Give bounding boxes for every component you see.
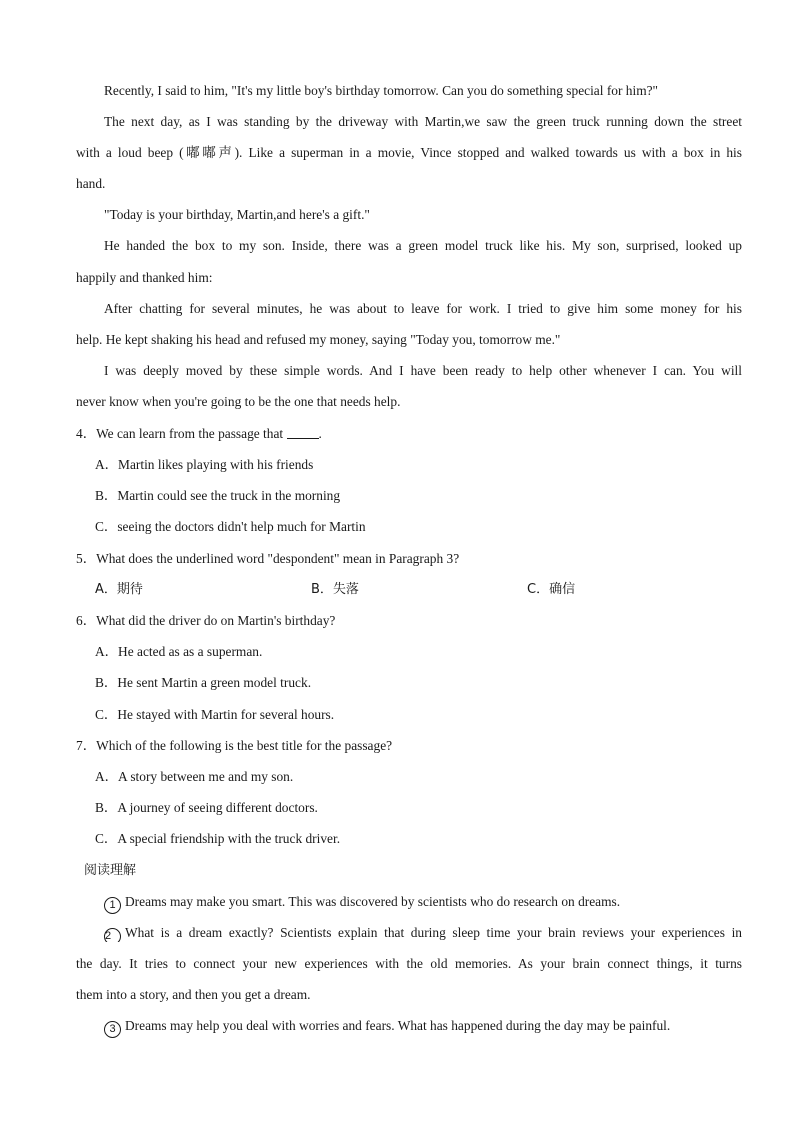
question-4-text: 4．We can learn from the passage that: [76, 426, 284, 441]
paragraph-moved-line-1: I was deeply moved by these simple words. And I have been ready to help other whenever I can. You will: [104, 363, 742, 378]
paragraph-handed: [76, 237, 742, 255]
question-7-option-b: B．A journey of seeing different doctors.: [95, 800, 318, 815]
paragraph-handed-line-1: He handed the box to my son. Inside, there was a green model truck like his. My son, surprised, looked up: [104, 238, 742, 253]
question-4-option-c: C．seeing the doctors didn't help much for Martin: [95, 519, 366, 534]
reading-paragraph-2: [76, 924, 742, 942]
question-6-stem: 6．What did the driver do on Martin's birthday?: [76, 613, 336, 628]
reading-paragraph-3: [104, 1017, 670, 1038]
question-4-option-b: B．Martin could see the truck in the morning: [95, 488, 341, 503]
paragraph-next-day-line-1: The next day, as I was standing by the driveway with Martin,we saw the green truck running down the street: [104, 114, 742, 129]
question-6-option-a: A．He acted as as a superman.: [95, 644, 263, 659]
reading-paragraph-2-line-1: [104, 924, 742, 942]
circled-number-1: 1: [104, 897, 121, 914]
paragraph-chatting-line-2: help. He kept shaking his head and refused my money, saying "Today you, tomorrow me.": [76, 332, 561, 347]
question-5-option-b: B．失落: [311, 582, 359, 597]
question-7-stem: 7．Which of the following is the best title for the passage?: [76, 738, 393, 753]
paragraph-recently: Recently, I said to him, "It's my little boy's birthday tomorrow. Can you do something special for him?": [104, 83, 659, 98]
reading-paragraph-2-line-2: the day. It tries to connect your new experiences with the old memories. As your brain connect things, it turns: [76, 956, 742, 971]
paragraph-next-day-cont: [76, 144, 742, 162]
reading-paragraph-2-cont: [76, 955, 742, 973]
circled-number-3: 3: [104, 1021, 121, 1038]
question-4-period: .: [318, 426, 322, 441]
question-6-option-b: B．He sent Martin a green model truck.: [95, 675, 312, 690]
question-5-stem: 5．What does the underlined word "despondent" mean in Paragraph 3?: [76, 551, 460, 566]
question-5-option-c: C．确信: [527, 582, 576, 597]
paragraph-next-day-line-3: hand.: [76, 176, 106, 191]
question-7-option-a: A．A story between me and my son.: [95, 769, 294, 784]
section-title: 阅读理解: [84, 863, 137, 878]
reading-paragraph-1: [104, 893, 620, 914]
paragraph-chatting-line-1: After chatting for several minutes, he was about to leave for work. I tried to give him some money for his: [104, 301, 742, 316]
question-4-option-a: A．Martin likes playing with his friends: [95, 457, 314, 472]
answer-blank: [287, 426, 319, 439]
reading-paragraph-1-text: Dreams may make you smart. This was discovered by scientists who do research on dreams.: [125, 894, 621, 909]
paragraph-next-day: [76, 113, 742, 131]
paragraph-next-day-line-2: with a loud beep (嘟嘟声). Like a superman in a movie, Vince stopped and walked towards us with a box in his: [76, 145, 742, 160]
paragraph-chatting: [76, 300, 742, 318]
reading-paragraph-2-line-3: them into a story, and then you get a dream.: [76, 987, 311, 1002]
question-6-option-c: C．He stayed with Martin for several hours.: [95, 707, 335, 722]
reading-paragraph-2-line-1-text: What is a dream exactly? Scientists explain that during sleep time your brain reviews your experiences in: [125, 925, 742, 940]
circled-number-2: 2: [104, 928, 121, 942]
paragraph-moved-line-2: never know when you're going to be the one that needs help.: [76, 394, 401, 409]
question-5-option-a: A．期待: [95, 582, 143, 597]
reading-paragraph-3-text: Dreams may help you deal with worries and fears. What has happened during the day may be painful.: [125, 1018, 671, 1033]
question-4-stem: [76, 425, 322, 443]
question-7-option-c: C．A special friendship with the truck driver.: [95, 831, 341, 846]
paragraph-handed-line-2: happily and thanked him:: [76, 270, 213, 285]
paragraph-today: "Today is your birthday, Martin,and here's a gift.": [104, 207, 370, 222]
paragraph-moved: [76, 362, 742, 380]
